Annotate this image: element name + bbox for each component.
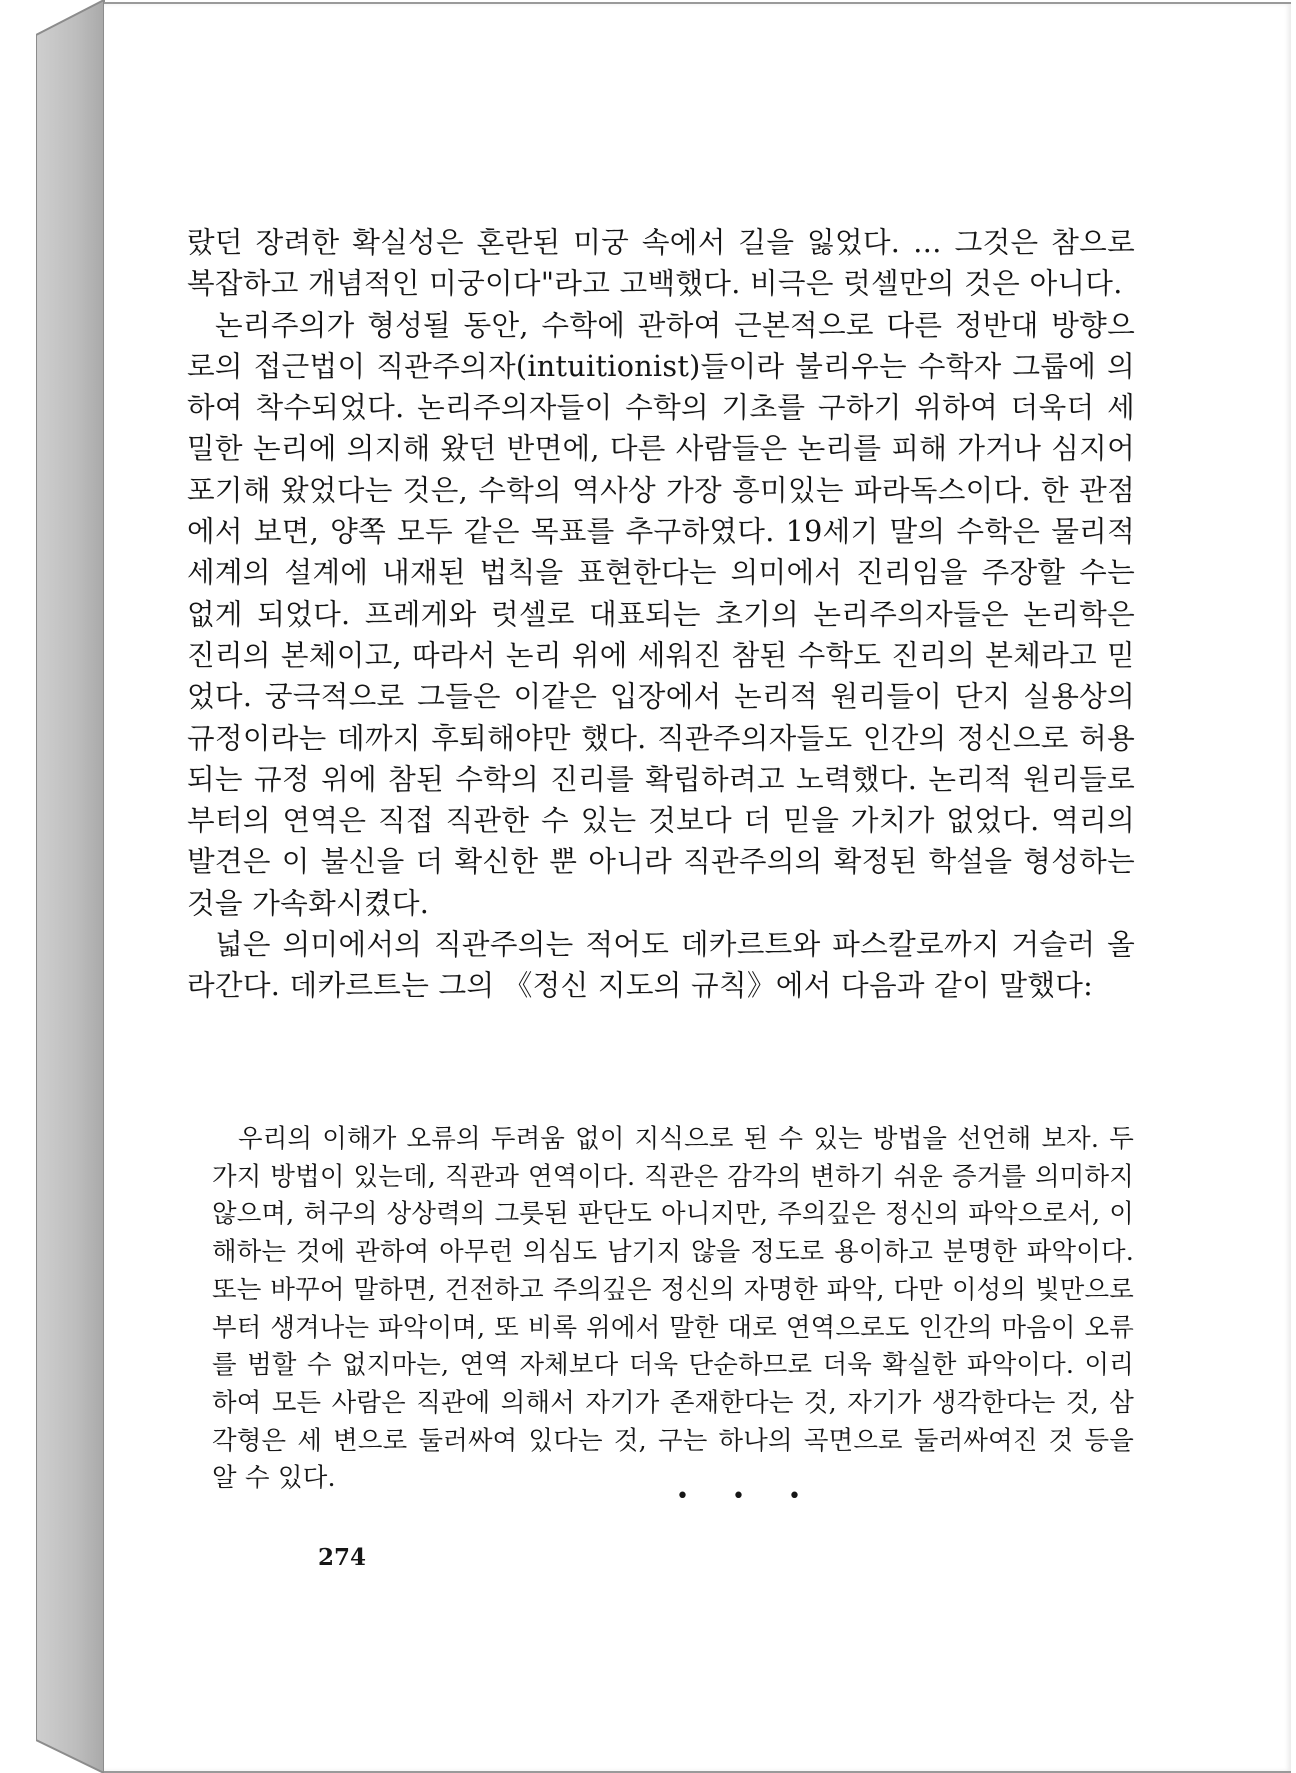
book-spine-graphic: [36, 0, 106, 1773]
page-number: 274: [318, 1544, 367, 1571]
paragraph-2: 논리주의가 형성될 동안, 수학에 관하여 근본적으로 다른 정반대 방향으로의 접근법이 직관주의자(intuitionist)들이라 불리우는 수학자 그룹에 의하여 착수되었다. 논리주의자들이 수학의 기초를 구하기 위하여 더욱더 세밀한 논리에 의지해 왔던 반면에, 다른 사람들은 논리를 피해 가거나 심지어 포기해 왔었다는 것은, 수학의 역사상 가장 흥미있는 파라독스이다. 한 관점에서 보면, 양쪽 모두 같은 목표를 추구하였다. 19세기 말의 수학은 물리적 세계의 설계에 내재된 법칙을 표현한다는 의미에서 진리임을 주장할 수는 없게 되었다. 프레게와 럿셀로 대표되는 초기의 논리주의자들은 논리학은 진리의 본체이고, 따라서 논리 위에 세워진 참된 수학도 진리의 본체라고 믿었다. 궁극적으로 그들은 이같은 입장에서 논리적 원리들이 단지 실용상의 규정이라는 데까지 후퇴해야만 했다. 직관주의자들도 인간의 정신으로 허용되는 규정 위에 참된 수학의 진리를 확립하려고 노력했다. 논리적 원리들로부터의 연역은 직접 직관한 수 있는 것보다 더 믿을 가치가 없었다. 역리의 발견은 이 불신을 더 확신한 뿐 아니라 직관주의의 확정된 학설을 형성하는 것을 가속화시켰다.: [187, 307, 1135, 920]
block-quote: [212, 1120, 1134, 1497]
body-text: [187, 222, 1135, 1007]
paragraph-3: 넓은 의미에서의 직관주의는 적어도 데카르트와 파스칼로까지 거슬러 올라간다. 데카르트는 그의 《정신 지도의 규칙》에서 다음과 같이 말했다:: [187, 927, 1135, 1003]
paragraph-1: 랐던 장려한 확실성은 혼란된 미궁 속에서 길을 잃었다. … 그것은 참으로 복잡하고 개념적인 미궁이다"라고 고백했다. 비극은 럿셀만의 것은 아니다.: [187, 225, 1135, 301]
quote-text: 우리의 이해가 오류의 두려움 없이 지식으로 된 수 있는 방법을 선언해 보자. 두 가지 방법이 있는데, 직관과 연역이다. 직관은 감각의 변하기 쉬운 증거를 의미하지 않으며, 허구의 상상력의 그릇된 판단도 아니지만, 주의깊은 정신의 파악으로서, 이해하는 것에 관하여 아무런 의심도 남기지 않을 정도로 용이하고 분명한 파악이다. 또는 바꾸어 말하면, 건전하고 주의깊은 정신의 자명한 파악, 다만 이성의 빛만으로부터 생겨나는 파악이며, 또 비록 위에서 말한 대로 연역으로도 인간의 마음이 오류를 범할 수 없지마는, 연역 자체보다 더욱 단순하므로 더욱 확실한 파악이다. 이리하여 모든 사람은 직관에 의해서 자기가 존재한다는 것, 자기가 생각한다는 것, 삼각형은 세 변으로 둘러싸여 있다는 것, 구는 하나의 곡면으로 둘러싸여진 것 등을 알 수 있다.: [212, 1123, 1134, 1493]
book-spine: [36, 0, 106, 1773]
section-ellipsis: • • •: [676, 1484, 819, 1509]
